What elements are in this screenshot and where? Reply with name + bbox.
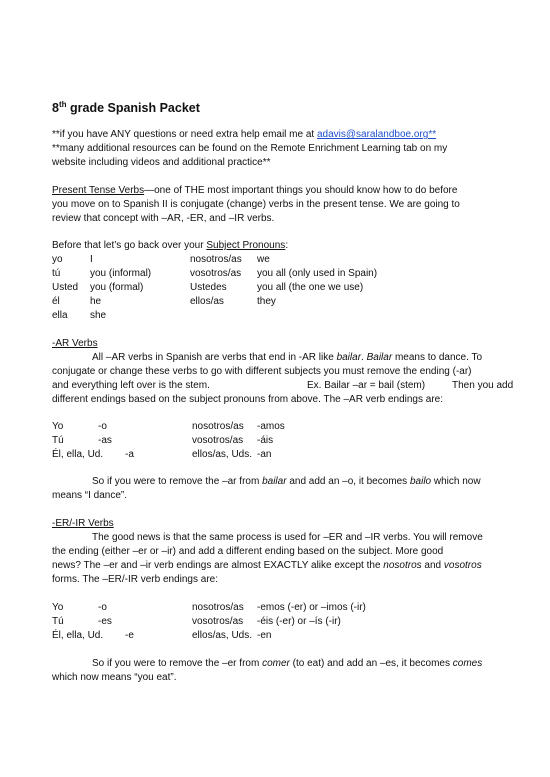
intro-line-1 xyxy=(52,129,436,141)
ar-text: Then you add xyxy=(452,380,514,391)
ar-example-verb: bailar xyxy=(262,476,287,487)
ending-value: -a xyxy=(125,449,134,460)
ar-example-verb: bailar xyxy=(336,352,362,363)
ar-summary-line-1 xyxy=(92,476,481,488)
pronouns-colon: : xyxy=(285,240,289,251)
ending-subject-plural: ellos/as, Uds. xyxy=(192,630,253,641)
ending-row xyxy=(52,421,522,433)
pronoun-spanish-plural: ellos/as xyxy=(190,296,224,307)
ar-example-verb: bailo xyxy=(409,476,432,487)
pronoun-english-plural: you all (the one we use) xyxy=(257,282,364,293)
ending-row xyxy=(52,616,522,628)
pronoun-english: he xyxy=(90,296,102,307)
pronoun-english: I xyxy=(90,254,93,265)
ar-paragraph-line-1 xyxy=(92,352,482,364)
ar-text: which now xyxy=(431,476,481,487)
pronoun-spanish-plural: Ustedes xyxy=(190,282,227,293)
ar-text: All –AR verbs in Spanish are verbs that end in -AR like xyxy=(92,352,337,363)
page-title xyxy=(52,100,200,115)
ending-subject-plural: vosotros/as xyxy=(192,616,244,627)
er-paragraph-line-3 xyxy=(52,560,482,572)
intro-text: **if you have ANY questions or need extra help email me at xyxy=(52,129,317,140)
ar-text: and everything left over is the stem. xyxy=(52,380,210,391)
ar-summary-line-2: means “I dance”. xyxy=(52,490,128,501)
pronoun-english-plural: they xyxy=(257,296,276,307)
er-text: and xyxy=(421,560,444,571)
pronoun-english: you (informal) xyxy=(90,268,152,279)
ending-subject: Él, ella, Ud. xyxy=(52,630,104,641)
ending-subject-plural: vosotros/as xyxy=(192,435,244,446)
ending-value: -as xyxy=(98,435,112,446)
pronoun-spanish: él xyxy=(52,296,60,307)
ending-subject-plural: nosotros/as xyxy=(192,421,244,432)
intro-line-2: **many additional resources can be found on the Remote Enrichment Learning tab on my xyxy=(52,143,448,154)
title-superscript: th xyxy=(58,100,67,109)
er-example-form: nosotros xyxy=(383,560,422,571)
ending-subject: Él, ella, Ud. xyxy=(52,449,104,460)
ar-paragraph-line-3 xyxy=(52,380,522,392)
ending-value: -o xyxy=(98,421,107,432)
ending-subject: Yo xyxy=(52,421,64,432)
ending-value-plural: -emos (-er) or –imos (-ir) xyxy=(257,602,366,613)
email-link[interactable]: adavis@saralandboe.org** xyxy=(316,129,437,140)
er-text: So if you were to remove the –er from xyxy=(92,658,263,669)
ar-verbs-heading: -AR Verbs xyxy=(52,338,98,349)
er-ir-verbs-heading: -ER/-IR Verbs xyxy=(52,518,114,529)
ending-row xyxy=(52,449,522,461)
ending-value-plural: -éis (-er) or –ís (-ir) xyxy=(257,616,341,627)
er-text: (to eat) and add an –es, it becomes xyxy=(289,658,453,669)
er-text: news? The –er and –ir verb endings are almost EXACTLY alike except the xyxy=(52,560,384,571)
ar-text: . xyxy=(361,352,367,363)
pronoun-row xyxy=(52,310,522,322)
ending-value-plural: -en xyxy=(257,630,272,641)
pronoun-spanish-plural: nosotros/as xyxy=(190,254,242,265)
ending-subject: Yo xyxy=(52,602,64,613)
ending-subject-plural: ellos/as, Uds. xyxy=(192,449,253,460)
pronoun-row xyxy=(52,254,522,266)
pronouns-intro xyxy=(52,240,288,252)
ending-value: -o xyxy=(98,602,107,613)
er-example-form: vosotros xyxy=(443,560,482,571)
pronoun-spanish: ella xyxy=(52,310,68,321)
pronoun-spanish: yo xyxy=(52,254,63,265)
ar-paragraph-line-2: conjugate or change these verbs to go with different subjects you must remove the ending (-ar) xyxy=(52,366,472,377)
pronoun-spanish: Usted xyxy=(52,282,79,293)
ar-paragraph-line-4: different endings based on the subject pronouns from above. The –AR verb endings are: xyxy=(52,394,443,405)
er-example-verb: comer xyxy=(262,658,290,669)
ar-example: Ex. Bailar –ar = bail (stem) xyxy=(307,380,426,391)
pronoun-row xyxy=(52,282,522,294)
ar-text: So if you were to remove the –ar from xyxy=(92,476,263,487)
present-line-3: review that concept with –AR, -ER, and –IR verbs. xyxy=(52,213,275,224)
present-tense-heading: Present Tense Verbs xyxy=(52,185,145,196)
pronoun-english: you (formal) xyxy=(90,282,144,293)
er-paragraph-line-2: the ending (either –er or –ir) and add a different ending based on the subject. More good xyxy=(52,546,444,557)
present-line-1 xyxy=(52,185,457,197)
ending-subject: Tú xyxy=(52,616,64,627)
ending-row xyxy=(52,602,522,614)
er-example-verb: comes xyxy=(452,658,483,669)
pronoun-english-plural: we xyxy=(257,254,270,265)
pronoun-row xyxy=(52,268,522,280)
ar-text: means to dance. To xyxy=(392,352,483,363)
ending-value-plural: -an xyxy=(257,449,272,460)
ending-value-plural: -amos xyxy=(257,421,285,432)
present-text: —one of THE most important things you should know how to do before xyxy=(144,185,458,196)
present-line-2: you move on to Spanish II is conjugate (change) verbs in the present tense. We are going to xyxy=(52,199,460,210)
pronoun-row xyxy=(52,296,522,308)
er-paragraph-line-4: forms. The –ER/-IR verb endings are: xyxy=(52,574,218,585)
pronouns-intro-text: Before that let’s go back over your xyxy=(52,240,207,251)
ar-text: and add an –o, it becomes xyxy=(286,476,410,487)
title-number: 8 xyxy=(52,101,59,116)
pronoun-spanish: tú xyxy=(52,268,61,279)
intro-line-3: website including videos and additional practice** xyxy=(52,157,271,168)
ending-value: -es xyxy=(98,616,112,627)
pronoun-english-plural: you all (only used in Spain) xyxy=(257,268,378,279)
ending-subject-plural: nosotros/as xyxy=(192,602,244,613)
ar-example-verb: Bailar xyxy=(366,352,393,363)
ending-value-plural: -áis xyxy=(257,435,274,446)
ending-value: -e xyxy=(125,630,134,641)
pronoun-spanish-plural: vosotros/as xyxy=(190,268,242,279)
pronoun-english: she xyxy=(90,310,107,321)
ending-row xyxy=(52,630,522,642)
er-summary-line-2: which now means “you eat”. xyxy=(52,672,177,683)
subject-pronouns-heading: Subject Pronouns xyxy=(206,240,286,251)
title-text: grade Spanish Packet xyxy=(66,101,200,116)
er-paragraph-line-1: The good news is that the same process is used for –ER and –IR verbs. You will remove xyxy=(92,532,483,543)
er-summary-line-1 xyxy=(92,658,482,670)
ending-row xyxy=(52,435,522,447)
ending-subject: Tú xyxy=(52,435,64,446)
